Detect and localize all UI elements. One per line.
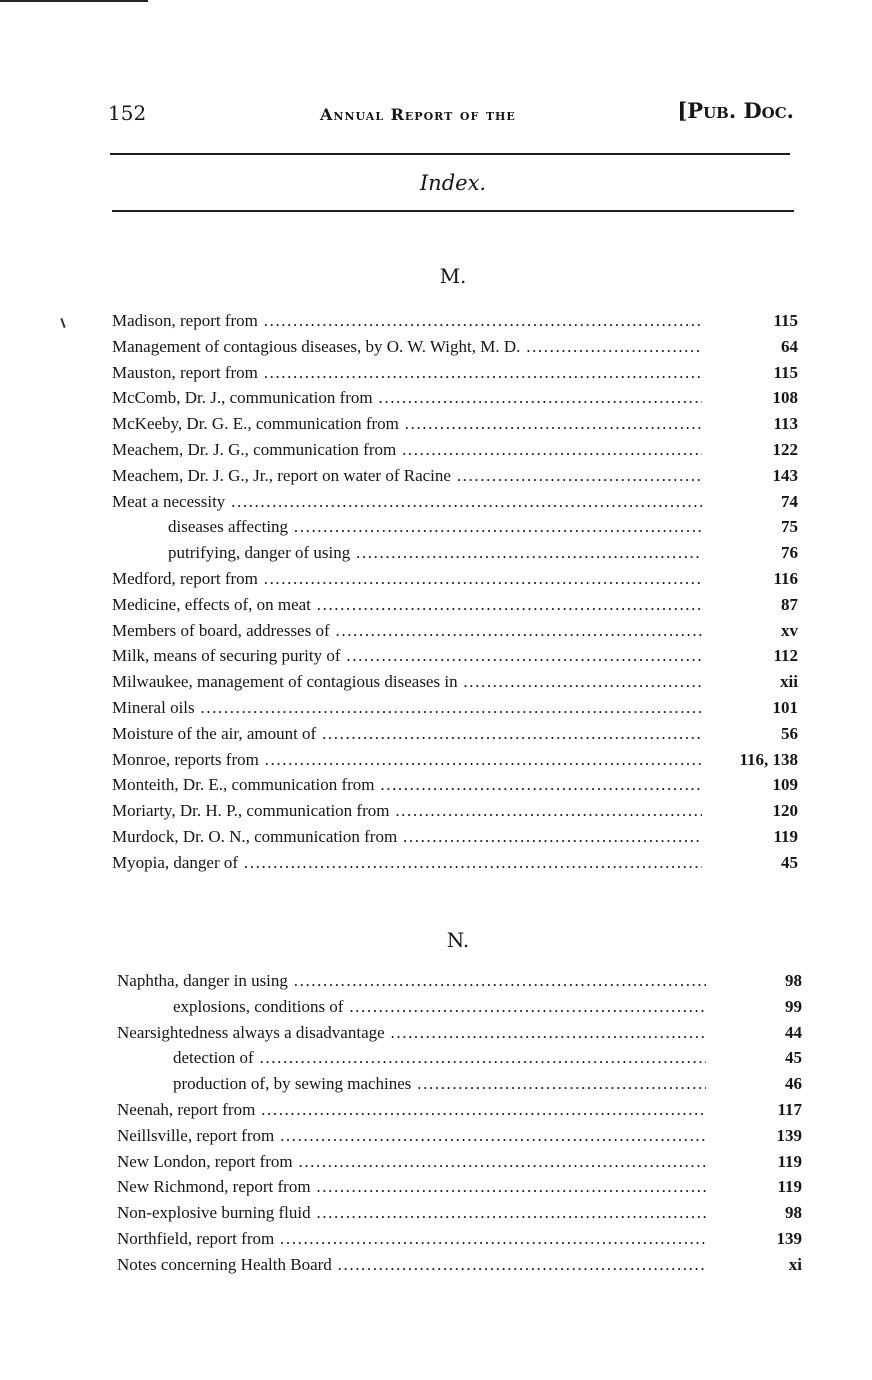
index-entry-page: 74 xyxy=(773,489,798,515)
index-entry-page: 98 xyxy=(777,968,802,994)
index-entry xyxy=(112,850,798,876)
index-entry-text: Non-explosive burning fluid ..... xyxy=(117,1200,706,1226)
index-entry-page: 45 xyxy=(777,1045,802,1071)
index-entry-page: 117 xyxy=(769,1097,802,1123)
index-entry-text: New London, report from ..... xyxy=(117,1149,706,1175)
index-entry xyxy=(112,772,798,798)
index-entry xyxy=(112,721,798,747)
index-entry-text: Notes concerning Health Board ..... xyxy=(117,1252,706,1278)
index-entry-page: 109 xyxy=(765,772,799,798)
index-entry-page: 120 xyxy=(765,798,799,824)
index-entry-text: explosions, conditions of ..... xyxy=(173,994,706,1020)
index-entry-text: Members of board, addresses of ..... xyxy=(112,618,702,644)
index-entry xyxy=(117,1020,802,1046)
index-entry xyxy=(117,1071,802,1097)
publication-label: [Pub. Doc. xyxy=(677,98,794,123)
index-entry-page: 108 xyxy=(765,385,799,411)
index-entry-text: Moisture of the air, amount of ..... xyxy=(112,721,702,747)
index-entry-text: Medicine, effects of, on meat ..... xyxy=(112,592,702,618)
index-entry-text: Medford, report from ..... xyxy=(112,566,702,592)
index-entry xyxy=(117,994,802,1020)
index-entry xyxy=(112,360,798,386)
index-entry-page: 56 xyxy=(773,721,798,747)
index-entry-text: McComb, Dr. J., communication from ..... xyxy=(112,385,702,411)
index-entry-text: Milwaukee, management of contagious diseases in ..... xyxy=(112,669,702,695)
index-entry xyxy=(112,643,798,669)
index-entry-text: production of, by sewing machines ..... xyxy=(173,1071,706,1097)
index-entry-text: Naphtha, danger in using ..... xyxy=(117,968,706,994)
index-entry xyxy=(117,968,802,994)
index-entry xyxy=(112,308,798,334)
index-entry-page: 119 xyxy=(769,1174,802,1200)
index-entry-text: Myopia, danger of ..... xyxy=(112,850,702,876)
index-entry-text: diseases affecting ..... xyxy=(168,514,702,540)
index-entry xyxy=(112,514,798,540)
index-entry xyxy=(117,1252,802,1278)
margin-mark xyxy=(60,318,65,328)
index-entry-text: Management of contagious diseases, by O. W. Wight, M. D. ..... xyxy=(112,334,702,360)
index-entry xyxy=(117,1123,802,1149)
index-entry xyxy=(112,747,798,773)
index-entry-text: putrifying, danger of using ..... xyxy=(168,540,702,566)
index-entry-text: Murdock, Dr. O. N., communication from ..... xyxy=(112,824,702,850)
index-entry-text: Nearsightedness always a disadvantage ..... xyxy=(117,1020,706,1046)
index-entry xyxy=(117,1226,802,1252)
index-entry xyxy=(117,1045,802,1071)
index-entry xyxy=(112,463,798,489)
index-entry-page: 119 xyxy=(769,1149,802,1175)
index-entry-page: 76 xyxy=(773,540,798,566)
section-letter-n: N. xyxy=(446,928,470,952)
index-entry-page: 101 xyxy=(765,695,799,721)
index-entry-page: 112 xyxy=(765,643,798,669)
index-entry xyxy=(117,1174,802,1200)
index-entry-page: 122 xyxy=(765,437,799,463)
index-entry-page: 98 xyxy=(777,1200,802,1226)
index-entry-text: Mauston, report from ..... xyxy=(112,360,702,386)
index-entry xyxy=(112,385,798,411)
index-entry-text: Madison, report from ..... xyxy=(112,308,702,334)
index-entry xyxy=(112,411,798,437)
index-entry-page: xi xyxy=(781,1252,802,1278)
index-entry-page: 45 xyxy=(773,850,798,876)
index-entry-text: Monteith, Dr. E., communication from ..... xyxy=(112,772,702,798)
index-entry xyxy=(112,798,798,824)
index-entry-text: Northfield, report from ..... xyxy=(117,1226,706,1252)
index-entry-text: Neillsville, report from ..... xyxy=(117,1123,706,1149)
running-title: Annual Report of the xyxy=(320,105,516,124)
bottom-rule xyxy=(112,210,794,212)
index-entry xyxy=(112,695,798,721)
index-entry-page: 44 xyxy=(777,1020,802,1046)
top-rule xyxy=(110,153,790,155)
page-number: 152 xyxy=(108,101,147,125)
index-entry-text: Moriarty, Dr. H. P., communication from ..... xyxy=(112,798,702,824)
index-entry-page: 87 xyxy=(773,592,798,618)
scan-edge-mark xyxy=(0,0,148,2)
index-entry xyxy=(117,1149,802,1175)
index-entry-page: 115 xyxy=(765,308,798,334)
index-entry-text: Meat a necessity ..... xyxy=(112,489,702,515)
page-header xyxy=(108,98,794,128)
index-entry-text: Mineral oils ..... xyxy=(112,695,702,721)
index-entry xyxy=(112,334,798,360)
index-entry-page: 139 xyxy=(769,1123,803,1149)
index-entry-text: Meachem, Dr. J. G., communication from ..... xyxy=(112,437,702,463)
index-entry xyxy=(112,437,798,463)
index-entry-page: 115 xyxy=(765,360,798,386)
index-entry-text: Meachem, Dr. J. G., Jr., report on water of Racine ..... xyxy=(112,463,702,489)
index-entry-page: 99 xyxy=(777,994,802,1020)
index-entry-page: xv xyxy=(773,618,798,644)
index-entry-text: detection of ..... xyxy=(173,1045,706,1071)
index-entry-page: 116, 138 xyxy=(731,747,798,773)
index-entry-page: xii xyxy=(772,669,798,695)
index-entry-page: 116 xyxy=(765,566,798,592)
index-entry xyxy=(117,1097,802,1123)
section-m-entries xyxy=(112,308,798,876)
index-title: Index. xyxy=(419,171,487,195)
index-entry xyxy=(112,618,798,644)
index-entry-text: Monroe, reports from ..... xyxy=(112,747,702,773)
index-entry-page: 75 xyxy=(773,514,798,540)
index-entry xyxy=(112,669,798,695)
index-entry xyxy=(112,540,798,566)
index-entry-text: Neenah, report from ..... xyxy=(117,1097,706,1123)
index-entry-page: 119 xyxy=(765,824,798,850)
section-n-entries xyxy=(117,968,802,1278)
index-entry xyxy=(117,1200,802,1226)
index-entry xyxy=(112,566,798,592)
index-entry-text: Milk, means of securing purity of ..... xyxy=(112,643,702,669)
index-entry-page: 64 xyxy=(773,334,798,360)
section-letter-m: M. xyxy=(439,264,467,288)
index-entry xyxy=(112,489,798,515)
index-entry xyxy=(112,592,798,618)
index-entry-page: 46 xyxy=(777,1071,802,1097)
index-entry-page: 143 xyxy=(765,463,799,489)
index-entry-page: 139 xyxy=(769,1226,803,1252)
index-entry xyxy=(112,824,798,850)
index-entry-text: New Richmond, report from ..... xyxy=(117,1174,706,1200)
index-entry-page: 113 xyxy=(765,411,798,437)
index-entry-text: McKeeby, Dr. G. E., communication from ..... xyxy=(112,411,702,437)
